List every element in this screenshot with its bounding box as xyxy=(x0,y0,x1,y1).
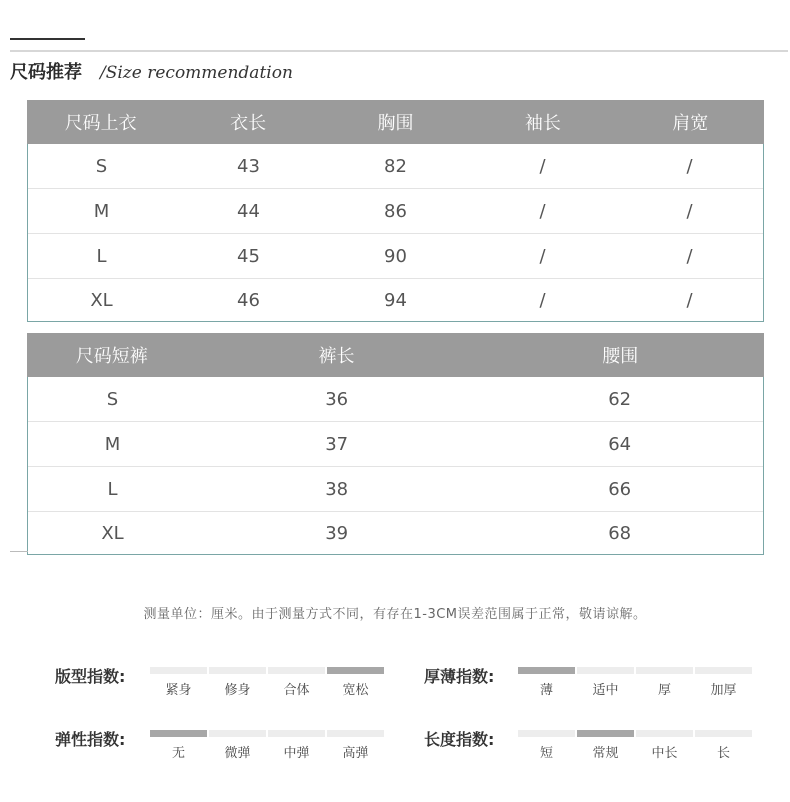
measurement-note: 测量单位：厘米。由于测量方式不同，有存在1-3CM误差范围属于正常，敬请谅解。 xyxy=(143,607,647,622)
scale-option-label: 加厚 xyxy=(710,683,737,698)
table-row xyxy=(28,377,763,422)
header-cell: 尺码短裤 xyxy=(75,346,148,367)
scale-option-label: 中弹 xyxy=(283,746,310,761)
header-cell: 衣长 xyxy=(230,113,267,134)
tops-table-header xyxy=(27,100,764,144)
scale-option xyxy=(327,667,384,698)
fit-index-label: 版型指数: xyxy=(55,667,126,686)
scale-option-label: 短 xyxy=(539,746,553,761)
table-cell: 44 xyxy=(237,200,260,222)
section-title-en: /Size recommendation xyxy=(100,63,293,83)
scale-bar-selected xyxy=(150,730,207,737)
table-cell: / xyxy=(539,290,546,311)
table-cell: 68 xyxy=(608,523,632,544)
scale-bar xyxy=(209,667,266,674)
table-cell: 43 xyxy=(237,155,260,177)
tops-size-table xyxy=(27,100,764,322)
table-cell: 62 xyxy=(608,388,632,410)
table-cell: S xyxy=(95,155,108,177)
scale-option-label: 常规 xyxy=(592,746,619,761)
thickness-index-scale xyxy=(518,667,754,698)
table-cell: 39 xyxy=(325,523,349,544)
scale-option xyxy=(150,730,207,761)
scale-bar xyxy=(268,667,325,674)
table-cell: / xyxy=(539,200,546,222)
table-row xyxy=(28,189,763,234)
scale-bar xyxy=(150,667,207,674)
scale-option-label: 修身 xyxy=(224,683,251,698)
table-cell: 90 xyxy=(384,245,407,267)
scale-bar xyxy=(268,730,325,737)
scale-option xyxy=(209,730,266,761)
table-cell: 45 xyxy=(237,245,260,267)
table-cell: 64 xyxy=(608,433,632,455)
scale-option-label: 微弹 xyxy=(224,746,251,761)
title-accent-rule xyxy=(10,38,85,40)
scale-option-label: 宽松 xyxy=(342,683,369,698)
scale-option-label: 厚 xyxy=(657,683,671,698)
scale-bar xyxy=(695,667,752,674)
table-cell: 36 xyxy=(325,388,349,410)
table-cell: XL xyxy=(101,523,124,544)
scale-option xyxy=(327,730,384,761)
scale-option xyxy=(636,667,693,698)
thickness-index-label: 厚薄指数: xyxy=(424,667,495,686)
table-cell: L xyxy=(96,245,107,267)
shorts-table-header xyxy=(27,333,764,377)
scale-option xyxy=(636,730,693,761)
table-cell: XL xyxy=(90,290,113,311)
decorative-tick xyxy=(10,551,28,552)
section-title-zh: 尺码推荐 xyxy=(10,62,82,83)
scale-option xyxy=(577,667,634,698)
scale-bar xyxy=(636,730,693,737)
table-row xyxy=(28,279,763,322)
scale-bar xyxy=(636,667,693,674)
elasticity-index-label: 弹性指数: xyxy=(55,730,126,749)
table-cell: / xyxy=(686,245,693,267)
table-cell: 38 xyxy=(325,478,349,500)
table-cell: 94 xyxy=(384,290,407,311)
scale-bar-selected xyxy=(518,667,575,674)
scale-option xyxy=(518,730,575,761)
scale-bar xyxy=(518,730,575,737)
table-cell: 82 xyxy=(384,155,407,177)
table-cell: / xyxy=(686,200,693,222)
scale-option xyxy=(268,730,325,761)
fit-index-scale xyxy=(150,667,386,698)
table-cell: 37 xyxy=(325,433,349,455)
table-row xyxy=(28,512,763,555)
scale-bar xyxy=(209,730,266,737)
table-row xyxy=(28,467,763,512)
scale-option-label: 薄 xyxy=(539,683,553,698)
length-index-label: 长度指数: xyxy=(424,730,495,749)
header-cell: 尺码上衣 xyxy=(64,113,137,134)
scale-bar xyxy=(327,730,384,737)
header-cell: 袖长 xyxy=(524,113,561,134)
scale-option xyxy=(268,667,325,698)
elasticity-index-scale xyxy=(150,730,386,761)
header-cell: 裤长 xyxy=(318,346,355,367)
header-cell: 胸围 xyxy=(377,113,414,134)
scale-option-label: 长 xyxy=(716,746,730,761)
table-cell: 66 xyxy=(608,478,632,500)
scale-option xyxy=(150,667,207,698)
scale-option xyxy=(209,667,266,698)
table-cell: / xyxy=(686,155,693,177)
table-cell: M xyxy=(93,200,110,222)
length-index-scale xyxy=(518,730,754,761)
table-cell: S xyxy=(106,388,119,410)
section-title xyxy=(10,58,293,90)
table-cell: 46 xyxy=(237,290,260,311)
scale-bar xyxy=(577,667,634,674)
table-cell: / xyxy=(539,245,546,267)
header-cell: 肩宽 xyxy=(672,113,709,134)
table-cell: 86 xyxy=(384,200,407,222)
table-cell: M xyxy=(104,433,121,455)
scale-option xyxy=(577,730,634,761)
table-row xyxy=(28,422,763,467)
table-row xyxy=(28,144,763,189)
scale-option xyxy=(695,730,752,761)
shorts-size-table xyxy=(27,333,764,555)
scale-option-label: 合体 xyxy=(283,683,310,698)
scale-bar xyxy=(695,730,752,737)
table-cell: L xyxy=(107,478,118,500)
scale-option xyxy=(518,667,575,698)
scale-option-label: 中长 xyxy=(651,746,678,761)
scale-option-label: 紧身 xyxy=(165,683,192,698)
scale-bar-selected xyxy=(327,667,384,674)
scale-bar-selected xyxy=(577,730,634,737)
header-cell: 腰围 xyxy=(602,346,639,367)
scale-option xyxy=(695,667,752,698)
table-cell: / xyxy=(539,155,546,177)
scale-option-label: 高弹 xyxy=(342,746,369,761)
scale-option-label: 适中 xyxy=(592,683,619,698)
table-cell: / xyxy=(686,290,693,311)
table-row xyxy=(28,234,763,279)
scale-option-label: 无 xyxy=(171,746,185,761)
title-divider xyxy=(10,50,788,52)
